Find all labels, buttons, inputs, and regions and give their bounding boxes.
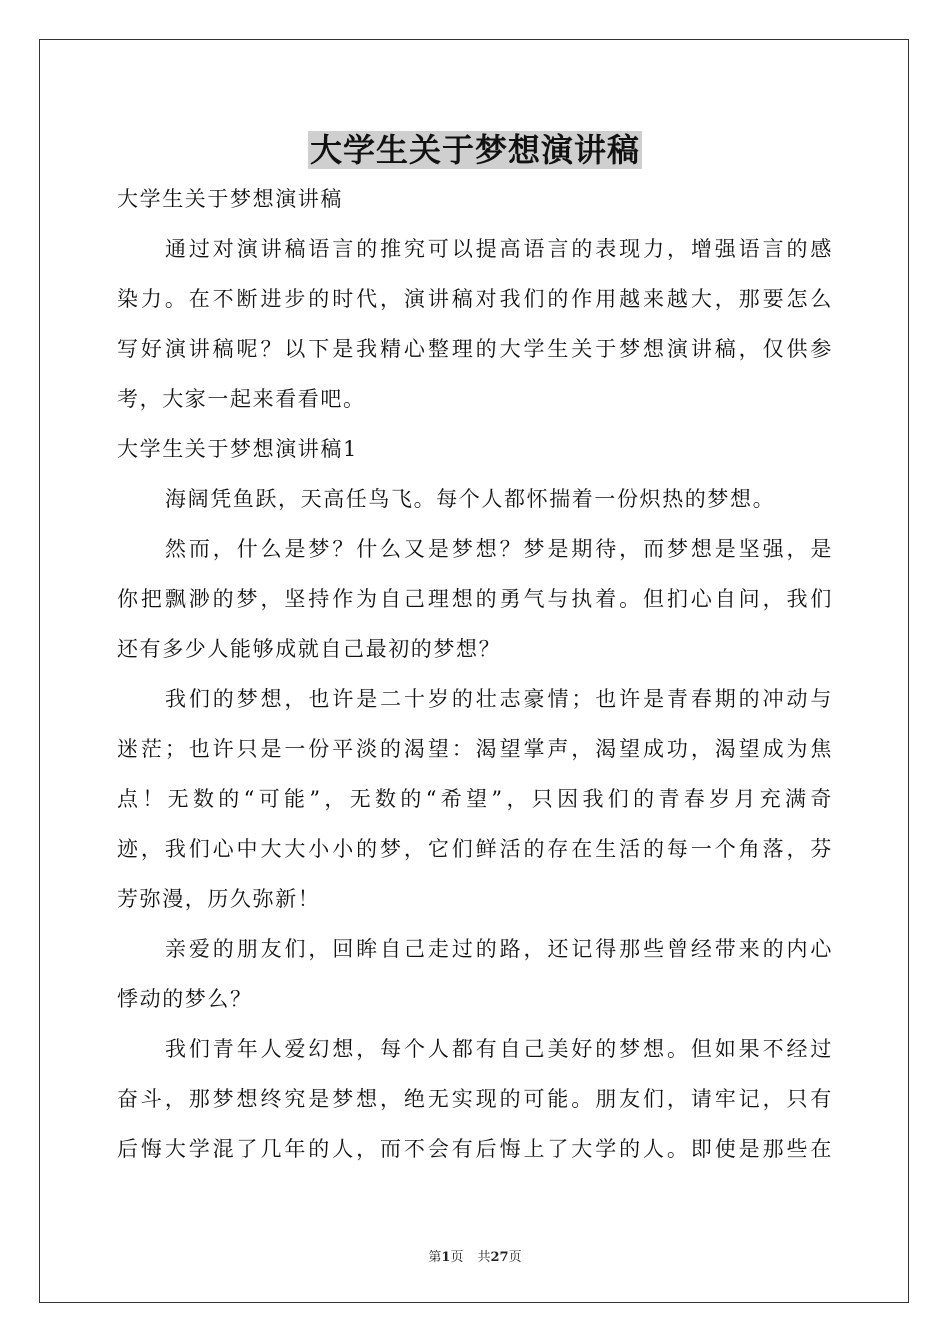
- paragraph-line: 然而，什么是梦？什么又是梦想？梦是期待，而梦想是坚强，是: [165, 537, 833, 561]
- paragraph-line: 点！无数的“可能”，无数的“希望”，只因我们的青春岁月充满奇: [117, 787, 833, 811]
- paragraph-line: 亲爱的朋友们，回眸自己走过的路，还记得那些曾经带来的内心: [165, 937, 833, 961]
- section-heading: 大学生关于梦想演讲稿1: [117, 437, 358, 461]
- paragraph-line: 还有多少人能够成就自己最初的梦想？: [117, 637, 502, 661]
- paragraph-line: 芳弥漫，历久弥新！: [117, 887, 321, 911]
- paragraph-line: 考，大家一起来看看吧。: [117, 387, 366, 411]
- paragraph-line: 你把飘渺的梦，坚持作为自己理想的勇气与执着。但扪心自问，我们: [117, 587, 833, 611]
- paragraph-line: 海阔凭鱼跃，天高任鸟飞。每个人都怀揣着一份炽热的梦想。: [165, 487, 776, 511]
- document-title: [117, 128, 833, 172]
- page-suffix: 页: [450, 1250, 464, 1265]
- total-suffix: 页: [508, 1250, 522, 1265]
- paragraph-line: 染力。在不断进步的时代，演讲稿对我们的作用越来越大，那要怎么: [117, 287, 833, 311]
- paragraph-line: 写好演讲稿呢？以下是我精心整理的大学生关于梦想演讲稿，仅供参: [117, 337, 833, 361]
- page-current: 1: [441, 1250, 451, 1265]
- paragraph-line: 通过对演讲稿语言的推究可以提高语言的表现力，增强语言的感: [165, 237, 833, 261]
- subtitle-line: 大学生关于梦想演讲稿: [117, 187, 343, 211]
- page-footer: [0, 1246, 950, 1265]
- page-prefix: 第: [428, 1250, 442, 1265]
- paragraph-line: 我们青年人爱幻想，每个人都有自己美好的梦想。但如果不经过: [165, 1037, 833, 1061]
- page-total: 27: [490, 1250, 509, 1265]
- paragraph-line: 我们的梦想，也许是二十岁的壮志豪情；也许是青春期的冲动与: [165, 687, 833, 711]
- paragraph-line: 奋斗，那梦想终究是梦想，绝无实现的可能。朋友们，请牢记，只有: [117, 1087, 833, 1111]
- paragraph-line: 迹，我们心中大大小小的梦，它们鲜活的存在生活的每一个角落，芬: [117, 837, 833, 861]
- total-prefix: 共: [477, 1250, 491, 1265]
- paragraph-line: 迷茫；也许只是一份平淡的渴望：渴望掌声，渴望成功，渴望成为焦: [117, 737, 833, 761]
- paragraph-line: 后悔大学混了几年的人，而不会有后悔上了大学的人。即使是那些在: [117, 1137, 833, 1161]
- document-title-text: 大学生关于梦想演讲稿: [309, 131, 640, 169]
- paragraph-line: 悸动的梦么？: [117, 987, 253, 1011]
- document-body: [117, 174, 833, 1174]
